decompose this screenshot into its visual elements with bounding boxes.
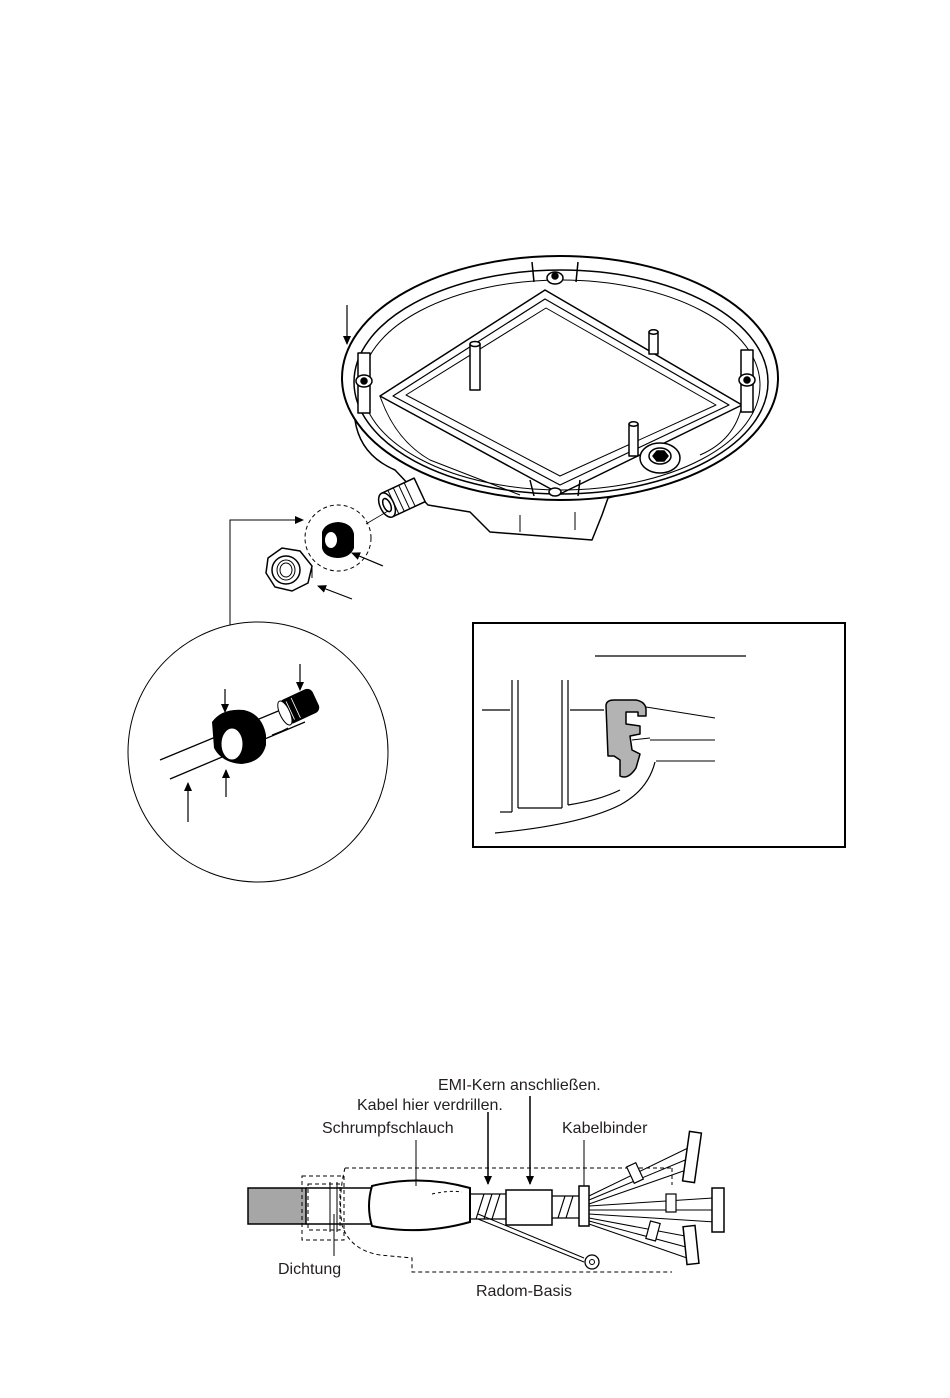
mounting-post	[649, 330, 658, 354]
shrink-tube	[369, 1180, 470, 1230]
cable-tie-label: Kabelbinder	[562, 1120, 648, 1137]
inset-box	[473, 623, 845, 847]
mounting-clip	[356, 353, 372, 413]
cable-jacket	[248, 1188, 372, 1224]
emi-core-label: EMI-Kern anschließen.	[438, 1077, 601, 1094]
ring-terminal	[585, 1255, 599, 1269]
assembly-guide-line	[366, 511, 388, 524]
gasket-label: Dichtung	[278, 1261, 342, 1278]
cable-gland-fitting	[375, 478, 425, 520]
gasket-gland	[302, 1176, 344, 1240]
cable-assembly-diagram	[248, 1077, 724, 1300]
twist-cable-label: Kabel hier verdrillen.	[357, 1097, 503, 1114]
shrink-tube-label: Schrumpfschlauch	[322, 1120, 454, 1137]
wire-connector	[683, 1131, 724, 1264]
radome-base-label: Radom-Basis	[476, 1283, 573, 1300]
mounting-clip	[739, 350, 755, 412]
nut-arrow	[318, 586, 352, 599]
mounting-post	[629, 422, 638, 456]
cable-tie	[579, 1186, 589, 1226]
gasket-ring	[322, 522, 354, 558]
rim-nut	[640, 443, 680, 473]
mounting-post	[470, 342, 480, 391]
radome-base-drawing	[342, 256, 778, 540]
gasket-arrow	[352, 553, 383, 566]
gasket-detail	[305, 505, 371, 571]
emi-core	[506, 1190, 552, 1225]
lock-nut	[266, 548, 312, 591]
detail-circle	[128, 622, 388, 882]
